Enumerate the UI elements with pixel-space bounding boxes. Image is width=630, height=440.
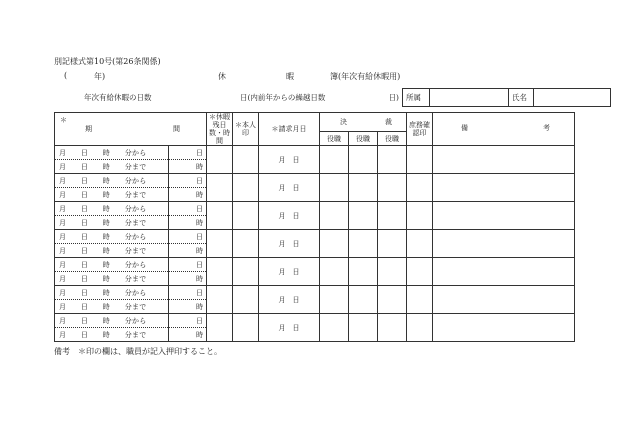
self-seal-cell[interactable] — [233, 258, 259, 286]
period-to[interactable]: 月 日 時 分まで — [55, 160, 169, 174]
approval-cell[interactable] — [378, 230, 407, 258]
approval-cell[interactable] — [320, 286, 349, 314]
remarks-label-a: 備 — [461, 124, 468, 132]
affiliation-field[interactable] — [430, 89, 509, 107]
remaining-hour[interactable]: 時 — [169, 216, 207, 230]
remarks-cell[interactable] — [433, 286, 575, 314]
self-seal-cell[interactable] — [233, 286, 259, 314]
request-date-cell[interactable]: 月 日 — [259, 314, 320, 342]
approval-cell[interactable] — [378, 286, 407, 314]
title-part-2: 暇 — [286, 72, 294, 81]
title-part-1: 休 — [218, 72, 226, 81]
carryover-label: 日(内前年からの繰越日数 — [240, 93, 326, 102]
period-to[interactable]: 月 日 時 分まで — [55, 244, 169, 258]
approval-cell[interactable] — [320, 146, 349, 174]
header-period — [55, 113, 207, 146]
self-seal-cell[interactable] — [233, 230, 259, 258]
office-seal-cell[interactable] — [407, 258, 433, 286]
remarks-cell[interactable] — [433, 202, 575, 230]
annual-days-label: 年次有給休暇の日数 — [84, 93, 152, 102]
carryover-close: 日) — [388, 93, 399, 102]
form-title — [54, 71, 574, 82]
approval-cell[interactable] — [349, 286, 378, 314]
office-seal-cell[interactable] — [407, 146, 433, 174]
table-row — [55, 146, 575, 160]
header-self-seal: ＊本人印 — [233, 113, 259, 146]
office-seal-cell[interactable] — [407, 202, 433, 230]
approval-cell[interactable] — [349, 314, 378, 342]
header-remarks — [433, 113, 575, 146]
approval-cell[interactable] — [349, 146, 378, 174]
remaining-hour[interactable]: 時 — [169, 300, 207, 314]
approval-cell[interactable] — [320, 314, 349, 342]
request-date-cell[interactable]: 月 日 — [259, 174, 320, 202]
self-seal-cell[interactable] — [233, 314, 259, 342]
remaining-hour[interactable]: 時 — [169, 328, 207, 342]
period-from[interactable]: 月 日 時 分から — [55, 202, 169, 216]
approval-label-b: 裁 — [385, 118, 392, 126]
remaining-day[interactable]: 日 — [169, 258, 207, 272]
title-part-3: 簿(年次有給休暇用) — [330, 72, 401, 81]
header-office-seal: 庶務確認印 — [407, 113, 433, 146]
remaining-day[interactable]: 日 — [169, 146, 207, 160]
self-seal-cell[interactable] — [233, 202, 259, 230]
remaining-cell[interactable] — [207, 258, 233, 286]
remaining-cell[interactable] — [207, 314, 233, 342]
office-seal-cell[interactable] — [407, 314, 433, 342]
period-from[interactable]: 月 日 時 分から — [55, 286, 169, 300]
name-field[interactable] — [534, 89, 611, 107]
office-seal-cell[interactable] — [407, 286, 433, 314]
table-body — [55, 146, 575, 342]
approval-cell[interactable] — [378, 202, 407, 230]
remaining-cell[interactable] — [207, 146, 233, 174]
period-to[interactable]: 月 日 時 分まで — [55, 300, 169, 314]
year-open: ( — [64, 71, 68, 80]
remarks-cell[interactable] — [433, 174, 575, 202]
sub-official-3: 役職 — [378, 132, 407, 146]
period-label-b: 間 — [173, 125, 180, 133]
remaining-hour[interactable]: 時 — [169, 188, 207, 202]
table-row — [55, 286, 575, 300]
approval-cell[interactable] — [320, 258, 349, 286]
remarks-cell[interactable] — [433, 314, 575, 342]
self-seal-cell[interactable] — [233, 174, 259, 202]
remaining-day[interactable]: 日 — [169, 202, 207, 216]
request-date-cell[interactable]: 月 日 — [259, 230, 320, 258]
remaining-hour[interactable]: 時 — [169, 244, 207, 258]
period-to[interactable]: 月 日 時 分まで — [55, 328, 169, 342]
request-date-cell[interactable]: 月 日 — [259, 258, 320, 286]
sub-official-1: 役職 — [320, 132, 349, 146]
approval-cell[interactable] — [320, 174, 349, 202]
office-seal-cell[interactable] — [407, 230, 433, 258]
remaining-day[interactable]: 日 — [169, 314, 207, 328]
table-row — [55, 230, 575, 244]
approval-cell[interactable] — [320, 202, 349, 230]
approval-cell[interactable] — [349, 174, 378, 202]
info-row — [54, 88, 611, 107]
approval-cell[interactable] — [378, 314, 407, 342]
office-seal-cell[interactable] — [407, 174, 433, 202]
form-id: 別記様式第10号(第26条関係) — [54, 57, 161, 66]
table-row — [55, 174, 575, 188]
period-from[interactable]: 月 日 時 分から — [55, 146, 169, 160]
table-row — [55, 202, 575, 216]
header-approval — [320, 113, 407, 132]
approval-cell[interactable] — [349, 202, 378, 230]
remaining-day[interactable]: 日 — [169, 230, 207, 244]
remarks-cell[interactable] — [433, 258, 575, 286]
footer-note: 備考 ＊印の欄は、職員が記入押印すること。 — [54, 347, 222, 356]
period-from[interactable]: 月 日 時 分から — [55, 258, 169, 272]
remaining-day[interactable]: 日 — [169, 286, 207, 300]
approval-label-a: 決 — [340, 118, 347, 126]
period-to[interactable]: 月 日 時 分まで — [55, 188, 169, 202]
approval-cell[interactable] — [320, 230, 349, 258]
self-seal-cell[interactable] — [233, 146, 259, 174]
header-remaining: ＊休暇残日数・時間 — [207, 113, 233, 146]
approval-cell[interactable] — [378, 258, 407, 286]
approval-cell[interactable] — [349, 230, 378, 258]
period-to[interactable]: 月 日 時 分まで — [55, 272, 169, 286]
remarks-cell[interactable] — [433, 230, 575, 258]
remaining-cell[interactable] — [207, 286, 233, 314]
remaining-hour[interactable]: 時 — [169, 272, 207, 286]
request-date-cell[interactable]: 月 日 — [259, 146, 320, 174]
remaining-cell[interactable] — [207, 202, 233, 230]
period-from[interactable]: 月 日 時 分から — [55, 174, 169, 188]
table-row — [55, 258, 575, 272]
remarks-label-b: 考 — [543, 124, 550, 132]
period-star: ＊ — [60, 116, 67, 124]
approval-cell[interactable] — [378, 174, 407, 202]
period-from[interactable]: 月 日 時 分から — [55, 314, 169, 328]
remaining-cell[interactable] — [207, 230, 233, 258]
year-label: 年) — [94, 72, 106, 81]
leave-table — [54, 112, 575, 342]
period-label-a: 期 — [85, 125, 92, 133]
table-row — [55, 314, 575, 328]
period-from[interactable]: 月 日 時 分から — [55, 230, 169, 244]
request-date-cell[interactable]: 月 日 — [259, 202, 320, 230]
remaining-cell[interactable] — [207, 174, 233, 202]
header-request-date: ＊請求月日 — [259, 113, 320, 146]
approval-cell[interactable] — [378, 146, 407, 174]
approval-cell[interactable] — [349, 258, 378, 286]
period-to[interactable]: 月 日 時 分まで — [55, 216, 169, 230]
remaining-day[interactable]: 日 — [169, 174, 207, 188]
affiliation-label: 所属 — [403, 89, 430, 107]
remaining-hour[interactable]: 時 — [169, 160, 207, 174]
remarks-cell[interactable] — [433, 146, 575, 174]
name-label: 氏名 — [509, 89, 534, 107]
sub-official-2: 役職 — [349, 132, 378, 146]
request-date-cell[interactable]: 月 日 — [259, 286, 320, 314]
